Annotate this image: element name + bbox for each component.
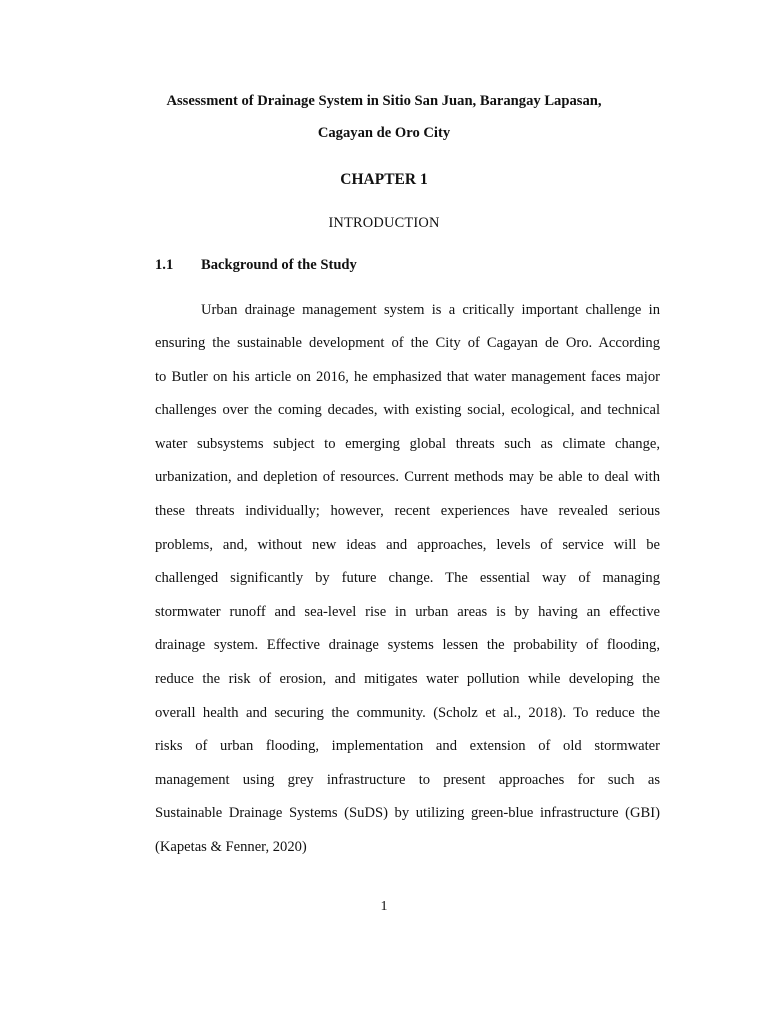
paragraph-line: challenged significantly by future change. The essential way of managing <box>155 570 660 586</box>
section-heading <box>155 257 357 274</box>
paragraph-line: ensuring the sustainable development of the City of Cagayan de Oro. According <box>155 335 660 351</box>
paragraph-line: (Kapetas & Fenner, 2020) <box>155 839 307 855</box>
paragraph-line: water subsystems subject to emerging global threats such as climate change, <box>155 436 660 452</box>
paragraph-line: drainage system. Effective drainage systems lessen the probability of flooding, <box>155 637 660 653</box>
paragraph-line: to Butler on his article on 2016, he emphasized that water management faces major <box>155 369 660 385</box>
paragraph-line: stormwater runoff and sea-level rise in urban areas is by having an effective <box>155 604 660 620</box>
chapter-heading: CHAPTER 1 <box>340 171 428 188</box>
section-title: Background of the Study <box>201 257 357 273</box>
paragraph-line: problems, and, without new ideas and approaches, levels of service will be <box>155 537 660 553</box>
paragraph-line: challenges over the coming decades, with existing social, ecological, and technical <box>155 402 660 418</box>
paragraph-line: urbanization, and depletion of resources. Current methods may be able to deal with <box>155 469 660 485</box>
paragraph-line: reduce the risk of erosion, and mitigates water pollution while developing the <box>155 671 660 687</box>
section-number: 1.1 <box>155 257 174 273</box>
paragraph-line: Sustainable Drainage Systems (SuDS) by utilizing green-blue infrastructure (GBI) <box>155 805 660 821</box>
page-number: 1 <box>380 899 388 914</box>
paragraph-line: risks of urban flooding, implementation and extension of old stormwater <box>155 738 660 754</box>
paragraph-line: Urban drainage management system is a critically important challenge in <box>201 302 660 318</box>
chapter-subtitle: INTRODUCTION <box>328 215 440 231</box>
paragraph-line: these threats individually; however, recent experiences have revealed serious <box>155 503 660 519</box>
document-title-line-2: Cagayan de Oro City <box>317 125 451 141</box>
paragraph-line: overall health and securing the community. (Scholz et al., 2018). To reduce the <box>155 705 660 721</box>
paragraph-line: management using grey infrastructure to present approaches for such as <box>155 772 660 788</box>
document-title-line-1: Assessment of Drainage System in Sitio San Juan, Barangay Lapasan, <box>166 93 602 109</box>
